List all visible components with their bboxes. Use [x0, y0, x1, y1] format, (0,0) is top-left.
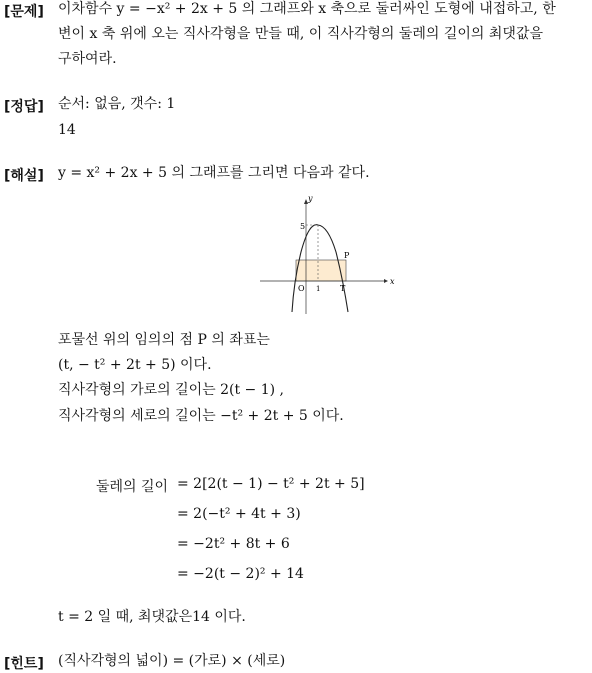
- problem-line-1: 이차함수 y = −x² + 2x + 5 의 그래프와 x 축으로 둘러싸인 도형에 내접하고, 한: [58, 1, 556, 17]
- parabola-figure: [256, 192, 396, 322]
- point-p-label: P: [344, 251, 350, 260]
- equation-step-1: = 2[2(t − 1) − t² + 2t + 5]: [177, 476, 365, 492]
- y-axis-label: y: [308, 194, 313, 203]
- solution-para-2: (t, − t² + 2t + 5) 이다.: [58, 357, 212, 373]
- equation-step-2: = 2(−t² + 4t + 3): [177, 506, 301, 522]
- equation-step-3: = −2t² + 8t + 6: [177, 536, 290, 552]
- problem-label: [문제]: [4, 4, 44, 20]
- x-axis-label: x: [390, 277, 395, 286]
- problem-line-2: 변이 x 축 위에 오는 직사각형을 만들 때, 이 직사각형의 둘레의 길이의 최댓값을: [58, 26, 543, 42]
- equation-lhs: 둘레의 길이: [96, 479, 169, 495]
- origin-label: O: [298, 284, 305, 293]
- y-intercept-label: 5: [300, 222, 306, 231]
- x-axis-arrow: [384, 279, 388, 283]
- t-label: T: [340, 284, 346, 293]
- solution-conclusion: t = 2 일 때, 최댓값은14 이다.: [58, 609, 246, 625]
- solution-label: [해설]: [4, 168, 44, 184]
- equation-step-4: = −2(t − 2)² + 14: [177, 566, 304, 582]
- hint-label: [힌트]: [4, 656, 44, 672]
- solution-intro: y = x² + 2x + 5 의 그래프를 그리면 다음과 같다.: [58, 165, 370, 181]
- answer-label: [정답]: [4, 99, 44, 115]
- problem-line-3: 구하여라.: [58, 51, 117, 67]
- hint-text: (직사각형의 넓이) = (가로) × (세로): [58, 653, 286, 669]
- vertex-x-label: 1: [316, 285, 321, 293]
- solution-para-4: 직사각형의 세로의 길이는 −t² + 2t + 5 이다.: [58, 408, 344, 424]
- solution-para-3: 직사각형의 가로의 길이는 2(t − 1) ,: [58, 382, 285, 398]
- answer-value: 14: [58, 122, 76, 138]
- answer-line-1: 순서: 없음, 갯수: 1: [58, 96, 176, 112]
- solution-para-1: 포물선 위의 임의의 점 P 의 좌표는: [58, 332, 270, 348]
